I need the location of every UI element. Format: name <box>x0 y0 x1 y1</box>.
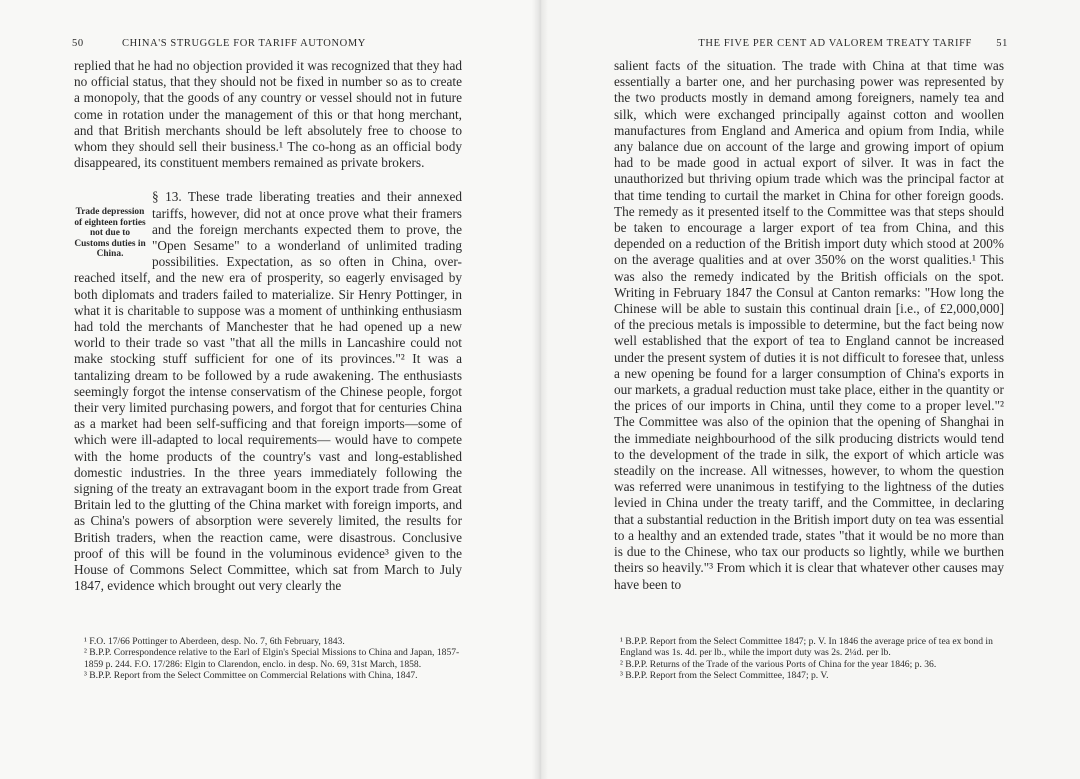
section-13 <box>74 189 462 594</box>
body-text <box>614 58 1004 593</box>
right-page <box>540 0 1080 779</box>
page-number: 51 <box>996 38 1008 49</box>
footnote: ¹ F.O. 17/66 Pottinger to Aberdeen, desp. No. 7, 6th February, 1843. <box>84 636 345 647</box>
running-head-title: CHINA'S STRUGGLE FOR TARIFF AUTONOMY <box>122 38 366 49</box>
footnote: ² B.P.P. Correspondence relative to the Earl of Elgin's Special Missions to China and Japan, 1857-1859 p. 244. F.O. 17/286: Elgin to Clarendon, enclo. in desp. No. 69, 31st March, 1858. <box>84 647 460 670</box>
paragraph: salient facts of the situation. The trade with China at that time was essentially a barter one, and her purchasing power was represented by the two products mostly in demand among foreigners, namely tea and silk, which were exchanged principally against cotton and woollen manufactures from England and America and opium from India, while any balance due on account of the large and growing import of opium had to be made good in actual export of silver. It was in fact the unauthorized but thriving opium trade which was the principal factor at that time tending to curtail the market in China for other foreign goods. The remedy as it presented itself to the Committee was that steps should be taken to encourage a larger export of tea from China, and this depended on a reduction of the British import duty which stood at 200% on the average qualities and at over 350% on the worst qualities.¹ This was also the remedy indicated by the British officials on the spot. Writing in February 1847 the Consul at Canton remarks: "How long the Chinese will be able to sustain this continual drain [i.e., of £2,000,000] of the precious metals is impossible to determine, but the fact being now well established that the export of tea to England cannot be increased under the present system of duties it is not difficult to foresee that, unless a new opening be found for a larger consumption of China's exports in our markets, a gradual reduction must take place, either in the quantity or the prices of our imports in China, until they come to a proper level."² The Committee was also of the opinion that the opening of Shanghai in the immediate neighbourhood of the silk producing districts would tend to the development of the trade in silk, the export of which article was steadily on the increase. All witnesses, however, to whom the question was referred were unanimous in testifying to the lightness of the duties levied in China under the treaty tariff, and the Committee, in declaring that a substantial reduction in the British import duty on tea was essential to a healthy and an extended trade, states "that it would be no more than is due to the Chinese, who tax our products so lightly, while we burthen theirs so heavily."³ From which it is clear that whatever other causes may have been to <box>614 58 1004 592</box>
paragraph: replied that he had no objection provided it was recognized that they had no official status, that they should not be fixed in number so as to create a monopoly, that the goods of any country or vessel should not in future come in rotation under the management of this or that hong merchant, and that British merchants should be left absolutely free to choose to whom they should sell their business.¹ The co-hong as an official body disappeared, its constituent members remained as private brokers. <box>74 58 462 171</box>
paragraph: § 13. These trade liberating treaties and their annexed tariffs, however, did not at once prove what their framers and the foreign merchants expected them to prove, the "Open Sesame" to a wonderland of unlimited trading possibilities. Expectation, as so often in China, over-reached itself, and the new era of prosperity, so eagerly envisaged by both diplomats and traders failed to materialize. Sir Henry Pottinger, in what it is charitable to suppose was a moment of unthinking enthusiasm had told the merchants of Manchester that he had opened up a new world to their trade so vast "that all the mills in Lancashire could not make stocking stuff sufficient for one of its provinces."² It was a tantalizing dream to be followed by a rude awakening. The enthusiasts seemingly forgot the intense conservatism of the Chinese people, forgot their very limited purchasing powers, and forgot that for centuries China as a market had been self-sufficing and that foreign imports—some of which were ill-adapted to local requirements— would have to compete with the home products of the country's vast and long-established domestic industries. In the three years immediately following the signing of the treaty an extravagant boom in the export trade from Great Britain led to the glutting of the China market with foreign imports, and as China's powers of absorption were severely limited, the results for British traders, when the reaction came, were disastrous. Conclusive proof of this will be found in the voluminous evidence³ given to the House of Commons Select Committee, which sat from March to July 1847, evidence which brought out very clearly the <box>74 189 462 594</box>
body-text <box>74 58 462 595</box>
footnotes <box>610 636 1006 682</box>
page-number: 50 <box>72 38 84 49</box>
book-gutter <box>532 0 548 779</box>
footnote: ² B.P.P. Returns of the Trade of the various Ports of China for the year 1846; p. 36. <box>620 658 937 670</box>
footnote: ¹ B.P.P. Report from the Select Committee 1847; p. V. In 1846 the average price of tea ex bond in England was 1s. 4d. per lb., while the import duty was 2s. 2¼d. per lb. <box>620 636 993 659</box>
footnote: ³ B.P.P. Report from the Select Committee, 1847; p. V. <box>620 670 829 682</box>
marginal-note: Trade depression of eighteen forties not due to Customs duties in China. <box>74 207 146 260</box>
running-head-title: THE FIVE PER CENT AD VALOREM TREATY TARIFF <box>698 38 972 49</box>
footnote: ³ B.P.P. Report from the Select Committee on Commercial Relations with China, 1847. <box>84 670 418 682</box>
footnotes <box>74 636 460 682</box>
